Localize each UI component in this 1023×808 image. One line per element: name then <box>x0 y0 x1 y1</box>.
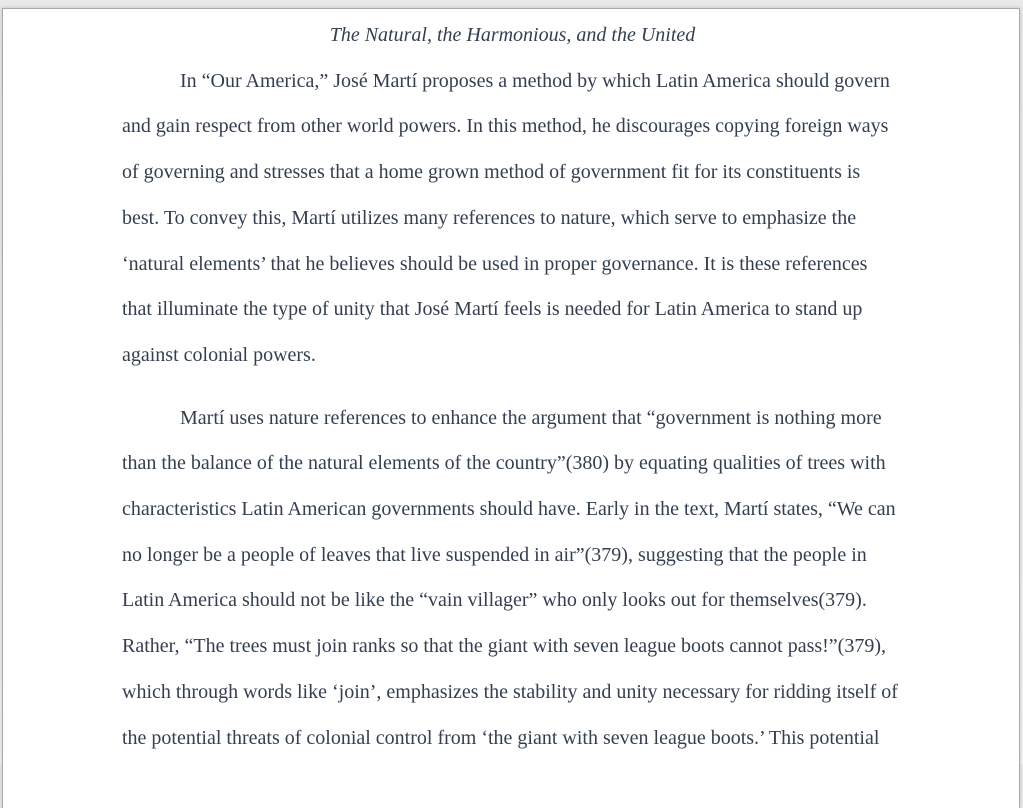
paragraph <box>122 59 903 379</box>
text-line: Rather, “The trees must join ranks so that the giant with seven league boots cannot pass!”(379), <box>122 635 886 658</box>
text-line: no longer be a people of leaves that live suspended in air”(379), suggesting that the people in <box>122 543 867 566</box>
text-line: of governing and stresses that a home grown method of government fit for its constituents is <box>122 161 861 184</box>
text-line: Latin America should not be like the “vain villager” who only looks out for themselves(379). <box>122 589 867 612</box>
text-line: the potential threats of colonial control from ‘the giant with seven league boots.’ This potential <box>122 726 880 749</box>
text-line: characteristics Latin American governments should have. Early in the text, Martí states, “We can <box>122 498 896 521</box>
text-line: that illuminate the type of unity that José Martí feels is needed for Latin America to stand up <box>122 298 863 321</box>
paragraph <box>122 396 903 762</box>
text-line: than the balance of the natural elements of the country”(380) by equating qualities of trees with <box>122 452 886 475</box>
document-title: The Natural, the Harmonious, and the United <box>329 24 696 46</box>
text-line: In “Our America,” José Martí proposes a method by which Latin America should govern <box>180 69 890 92</box>
text-line: Martí uses nature references to enhance the argument that “government is nothing more <box>180 406 882 429</box>
document-page <box>2 8 1020 808</box>
text-line: against colonial powers. <box>122 343 316 366</box>
text-line: which through words like ‘join’, emphasizes the stability and unity necessary for ridding itself of <box>122 680 898 703</box>
text-line: best. To convey this, Martí utilizes many references to nature, which serve to emphasize the <box>122 206 857 229</box>
text-line: and gain respect from other world powers. In this method, he discourages copying foreign ways <box>122 115 889 138</box>
text-line: ‘natural elements’ that he believes should be used in proper governance. It is these references <box>122 252 868 275</box>
document-content <box>3 9 1019 761</box>
